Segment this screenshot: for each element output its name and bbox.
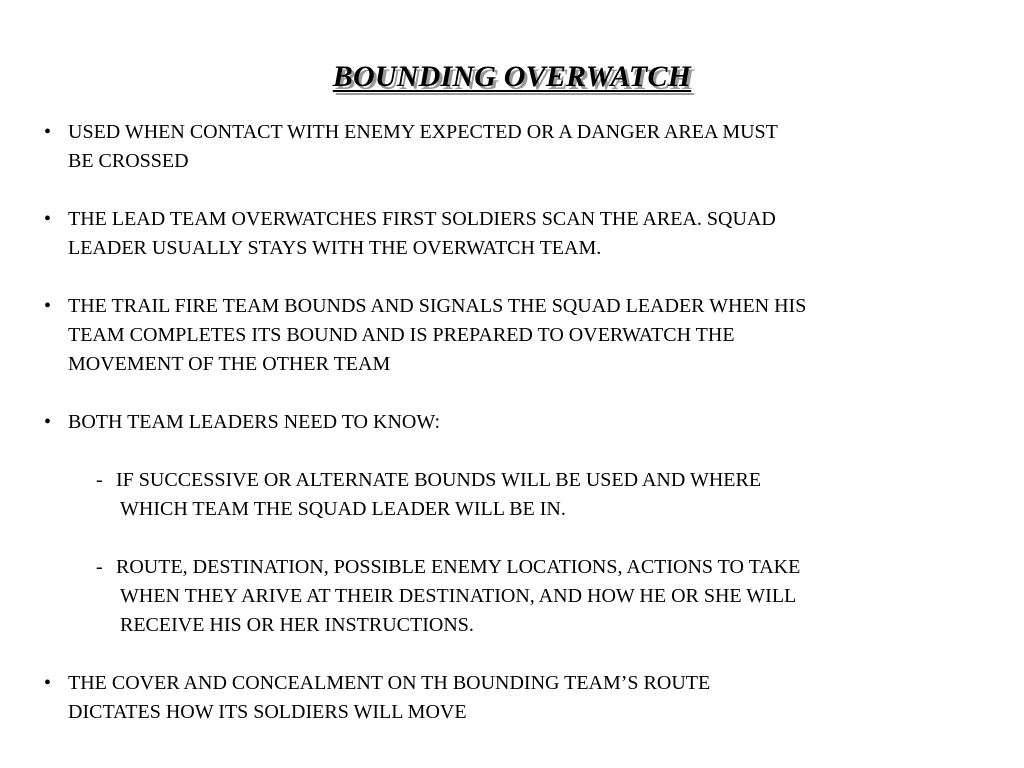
sub-item-line: WHICH TEAM THE SQUAD LEADER WILL BE IN. xyxy=(120,498,566,520)
bullet-item-team-leaders-know xyxy=(44,408,1004,437)
bullet-item-contact-expected xyxy=(44,118,1004,176)
bullet-line: THE TRAIL FIRE TEAM BOUNDS AND SIGNALS THE SQUAD LEADER WHEN HIS xyxy=(68,295,807,317)
bullet-line: THE LEAD TEAM OVERWATCHES FIRST SOLDIERS SCAN THE AREA. SQUAD xyxy=(68,208,776,230)
bullet-line: DICTATES HOW ITS SOLDIERS WILL MOVE xyxy=(68,701,467,723)
bullet-line: LEADER USUALLY STAYS WITH THE OVERWATCH TEAM. xyxy=(68,237,602,259)
slide-body xyxy=(44,118,1004,727)
bullet-line: USED WHEN CONTACT WITH ENEMY EXPECTED OR A DANGER AREA MUST xyxy=(68,121,778,143)
bullet-item-trail-team xyxy=(44,292,1004,379)
bullet-icon: • xyxy=(44,208,52,230)
sub-item-route xyxy=(44,553,1004,640)
sub-item-line: WHEN THEY ARIVE AT THEIR DESTINATION, AND HOW HE OR SHE WILL xyxy=(120,585,797,607)
slide-title: BOUNDING OVERWATCH xyxy=(332,60,692,93)
bullet-icon: • xyxy=(44,121,52,143)
sub-item-line: RECEIVE HIS OR HER INSTRUCTIONS. xyxy=(120,614,474,636)
bullet-item-lead-team xyxy=(44,205,1004,263)
bullet-icon: • xyxy=(44,295,52,317)
bullet-line: THE COVER AND CONCEALMENT ON TH BOUNDING TEAM’S ROUTE xyxy=(68,672,711,694)
bullet-line: BOTH TEAM LEADERS NEED TO KNOW: xyxy=(68,411,441,433)
bullet-line: BE CROSSED xyxy=(68,150,189,172)
sub-item-line: IF SUCCESSIVE OR ALTERNATE BOUNDS WILL BE USED AND WHERE xyxy=(116,469,762,491)
bullet-icon: • xyxy=(44,411,52,433)
bullet-line: MOVEMENT OF THE OTHER TEAM xyxy=(68,353,391,375)
sub-item-line: ROUTE, DESTINATION, POSSIBLE ENEMY LOCATIONS, ACTIONS TO TAKE xyxy=(116,556,801,578)
bullet-line: TEAM COMPLETES ITS BOUND AND IS PREPARED TO OVERWATCH THE xyxy=(68,324,735,346)
dash-icon: - xyxy=(96,469,103,491)
bullet-item-cover-concealment xyxy=(44,669,1004,727)
bullet-icon: • xyxy=(44,672,52,694)
sub-item-bounds xyxy=(44,466,1004,524)
dash-icon: - xyxy=(96,556,103,578)
